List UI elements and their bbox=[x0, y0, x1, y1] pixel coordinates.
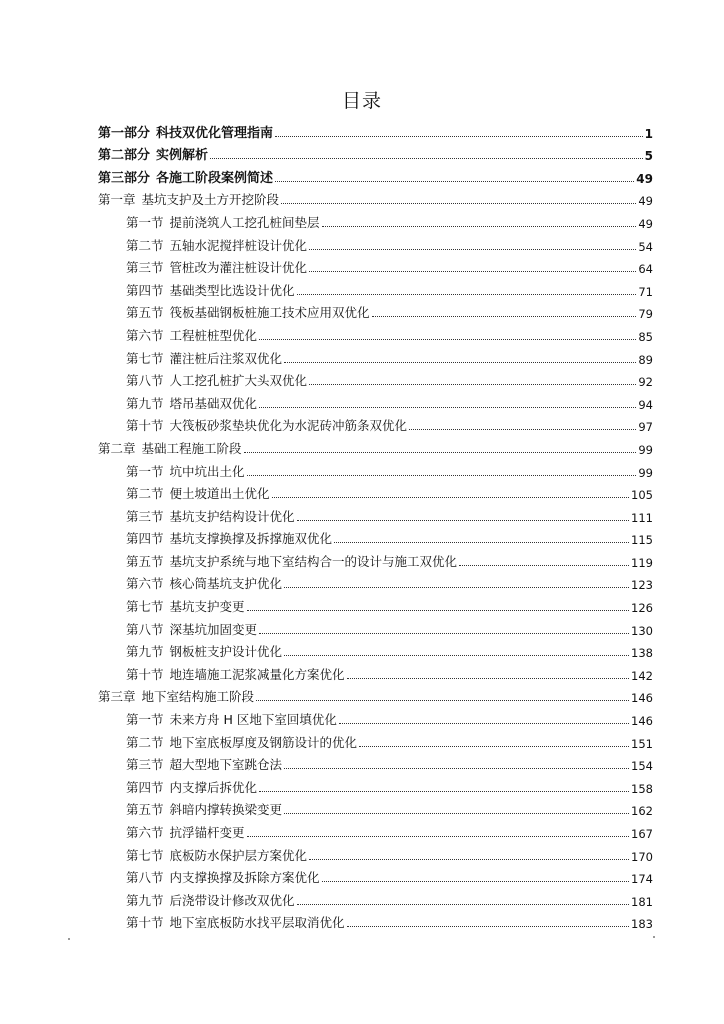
dot-leader bbox=[275, 136, 643, 137]
dot-leader bbox=[247, 836, 630, 837]
dot-leader bbox=[347, 926, 630, 927]
toc-entry-title: 坑中坑出土化 bbox=[169, 463, 245, 479]
toc-entry-page-number: 99 bbox=[638, 465, 653, 480]
toc-entry-number: 第一节 bbox=[126, 214, 164, 230]
toc-entry-number: 第二章 bbox=[98, 440, 136, 456]
toc-entry-page-number: 97 bbox=[638, 420, 653, 435]
toc-entry-page-number: 154 bbox=[631, 759, 653, 774]
table-of-contents bbox=[98, 118, 653, 931]
toc-entry-page-number: 126 bbox=[631, 601, 653, 616]
toc-entry-title: 后浇带设计修改双优化 bbox=[169, 892, 295, 908]
toc-entry-section[interactable] bbox=[98, 547, 653, 570]
toc-entry-section[interactable] bbox=[98, 592, 653, 615]
toc-entry-page-number: 54 bbox=[638, 239, 653, 254]
dot-leader bbox=[272, 497, 630, 498]
toc-entry-page-number: 151 bbox=[631, 736, 653, 751]
toc-entry-number: 第四节 bbox=[126, 282, 164, 298]
toc-entry-number: 第八节 bbox=[126, 870, 164, 886]
toc-entry-part[interactable] bbox=[98, 118, 653, 141]
toc-entry-section[interactable] bbox=[98, 751, 653, 774]
toc-entry-page-number: 89 bbox=[638, 352, 653, 367]
toc-entry-section[interactable] bbox=[98, 276, 653, 299]
toc-entry-page-number: 79 bbox=[638, 307, 653, 322]
toc-entry-title: 大筏板砂浆垫块优化为水泥砖冲筋条双优化 bbox=[169, 418, 408, 434]
dot-leader bbox=[339, 723, 629, 724]
toc-entry-section[interactable] bbox=[98, 412, 653, 435]
toc-entry-page-number: 94 bbox=[638, 397, 653, 412]
toc-entry-title: 科技双优化管理指南 bbox=[156, 125, 274, 141]
scan-speck bbox=[68, 938, 70, 940]
toc-entry-number: 第五节 bbox=[126, 553, 164, 569]
dot-leader bbox=[322, 881, 630, 882]
toc-entry-section[interactable] bbox=[98, 208, 653, 231]
toc-entry-chapter[interactable] bbox=[98, 186, 653, 209]
dot-leader bbox=[297, 520, 630, 521]
toc-entry-title: 工程桩桩型优化 bbox=[169, 327, 258, 343]
toc-entry-number: 第六节 bbox=[126, 825, 164, 840]
toc-entry-title: 人工挖孔桩扩大头双优化 bbox=[169, 373, 308, 389]
toc-entry-title: 基坑支撑换撑及拆撑施双优化 bbox=[169, 531, 333, 547]
toc-entry-number: 第十节 bbox=[126, 915, 164, 931]
toc-entry-page-number: 130 bbox=[631, 623, 653, 638]
toc-entry-section[interactable] bbox=[98, 480, 653, 503]
toc-entry-number: 第四节 bbox=[126, 531, 164, 547]
toc-entry-number: 第六节 bbox=[126, 327, 164, 343]
toc-entry-number: 第七节 bbox=[126, 847, 164, 863]
toc-entry-section[interactable] bbox=[98, 796, 653, 819]
toc-entry-section[interactable] bbox=[98, 299, 653, 322]
toc-entry-section[interactable] bbox=[98, 321, 653, 344]
toc-entry-title: 基础工程施工阶段 bbox=[141, 440, 242, 456]
toc-entry-page-number: 71 bbox=[638, 284, 653, 299]
toc-entry-number: 第一部分 bbox=[98, 125, 151, 141]
toc-entry-title: 内支撑换撑及拆除方案优化 bbox=[169, 870, 320, 886]
toc-entry-number: 第五节 bbox=[126, 305, 164, 321]
dot-leader bbox=[281, 203, 636, 204]
toc-entry-section[interactable] bbox=[98, 254, 653, 277]
dot-leader bbox=[347, 678, 630, 679]
toc-entry-page-number: 92 bbox=[638, 375, 653, 390]
toc-entry-page-number: 105 bbox=[631, 488, 653, 503]
toc-entry-number: 第一节 bbox=[126, 463, 164, 479]
toc-entry-page-number: 167 bbox=[631, 827, 653, 841]
toc-entry-page-number: 49 bbox=[638, 216, 653, 231]
toc-entry-section[interactable] bbox=[98, 344, 653, 367]
dot-leader bbox=[284, 768, 629, 769]
dot-leader bbox=[210, 158, 643, 159]
toc-entry-page-number: 181 bbox=[631, 894, 653, 909]
toc-entry-title: 便土坡道出土优化 bbox=[169, 486, 270, 502]
dot-leader bbox=[247, 475, 637, 476]
toc-entry-page-number: 146 bbox=[631, 691, 653, 706]
toc-entry-section[interactable] bbox=[98, 389, 653, 412]
toc-entry-title: 抗浮锚杆变更 bbox=[169, 825, 245, 840]
dot-leader bbox=[309, 859, 629, 860]
toc-entry-number: 第九节 bbox=[126, 892, 164, 908]
dot-leader bbox=[297, 904, 630, 905]
dot-leader bbox=[409, 429, 636, 430]
toc-entry-section[interactable] bbox=[98, 818, 653, 841]
toc-entry-title: 基坑支护结构设计优化 bbox=[169, 508, 295, 524]
toc-entry-section[interactable] bbox=[98, 705, 653, 728]
toc-entry-title: 灌注桩后注浆双优化 bbox=[169, 350, 283, 366]
toc-entry-number: 第九节 bbox=[126, 644, 164, 660]
toc-entry-number: 第二节 bbox=[126, 237, 164, 253]
toc-entry-title: 钢板桩支护设计优化 bbox=[169, 644, 283, 660]
toc-entry-page-number: 99 bbox=[638, 442, 653, 457]
toc-entry-section[interactable] bbox=[98, 660, 653, 683]
page-title: 目录 bbox=[341, 90, 382, 112]
toc-entry-page-number: 170 bbox=[631, 849, 653, 864]
toc-entry-number: 第十节 bbox=[126, 666, 164, 682]
dot-leader bbox=[322, 226, 637, 227]
toc-entry-page-number: 49 bbox=[636, 171, 653, 186]
toc-entry-page-number: 1 bbox=[644, 126, 653, 141]
dot-leader bbox=[259, 791, 629, 792]
scan-speck bbox=[653, 936, 655, 938]
toc-entry-page-number: 85 bbox=[638, 329, 653, 344]
toc-entry-page-number: 146 bbox=[631, 714, 653, 729]
toc-entry-number: 第十节 bbox=[126, 418, 164, 434]
toc-entry-title: 五轴水泥搅拌桩设计优化 bbox=[169, 237, 308, 253]
toc-entry-section[interactable] bbox=[98, 615, 653, 638]
toc-entry-page-number: 123 bbox=[631, 578, 653, 593]
toc-entry-section[interactable] bbox=[98, 231, 653, 254]
toc-entry-title: 基坑支护及土方开挖阶段 bbox=[141, 192, 280, 208]
toc-entry-section[interactable] bbox=[98, 457, 653, 480]
toc-entry-section[interactable] bbox=[98, 502, 653, 525]
toc-entry-section[interactable] bbox=[98, 367, 653, 390]
toc-entry-number: 第二节 bbox=[126, 734, 164, 750]
toc-entry-page-number: 119 bbox=[631, 555, 653, 570]
toc-entry-title: 基坑支护变更 bbox=[169, 599, 245, 615]
toc-entry-section[interactable] bbox=[98, 886, 653, 909]
toc-entry-number: 第一节 bbox=[126, 712, 164, 728]
toc-entry-title: 地下室结构施工阶段 bbox=[141, 689, 255, 705]
toc-entry-chapter[interactable] bbox=[98, 434, 653, 457]
toc-entry-title: 地下室底板防水找平层取消优化 bbox=[169, 915, 345, 931]
toc-entry-number: 第一章 bbox=[98, 192, 136, 208]
toc-entry-number: 第三章 bbox=[98, 689, 136, 705]
dot-leader bbox=[359, 746, 629, 747]
toc-entry-title: 实例解析 bbox=[156, 148, 209, 164]
toc-entry-section[interactable] bbox=[98, 773, 653, 796]
dot-leader bbox=[372, 316, 637, 317]
toc-entry-title: 地连墙施工泥浆减量化方案优化 bbox=[169, 666, 345, 682]
toc-entry-number: 第五节 bbox=[126, 802, 164, 818]
toc-entry-section[interactable] bbox=[98, 728, 653, 751]
toc-entry-number: 第六节 bbox=[126, 576, 164, 592]
dot-leader bbox=[247, 610, 630, 611]
toc-entry-section[interactable] bbox=[98, 841, 653, 864]
dot-leader bbox=[309, 271, 636, 272]
toc-entry-title: 深基坑加固变更 bbox=[169, 621, 258, 637]
toc-entry-title: 提前浇筑人工挖孔桩间垫层 bbox=[169, 214, 320, 230]
toc-entry-number: 第九节 bbox=[126, 395, 164, 411]
toc-entry-title: 塔吊基础双优化 bbox=[169, 395, 258, 411]
toc-entry-number: 第三节 bbox=[126, 757, 164, 773]
dot-leader bbox=[244, 452, 637, 453]
toc-entry-section[interactable] bbox=[98, 864, 653, 887]
toc-entry-title: 底板防水保护层方案优化 bbox=[169, 847, 308, 863]
toc-entry-page-number: 158 bbox=[631, 781, 653, 796]
toc-entry-number: 第三节 bbox=[126, 260, 164, 276]
toc-entry-number: 第二节 bbox=[126, 486, 164, 502]
toc-entry-page-number: 115 bbox=[631, 533, 653, 548]
toc-entry-number: 第七节 bbox=[126, 350, 164, 366]
toc-entry-part[interactable] bbox=[98, 141, 653, 164]
dot-leader bbox=[297, 294, 637, 295]
toc-entry-title: 管桩改为灌注桩设计优化 bbox=[169, 260, 308, 276]
toc-entry-page-number: 64 bbox=[638, 262, 653, 277]
dot-leader bbox=[256, 700, 629, 701]
dot-leader bbox=[309, 384, 636, 385]
toc-entry-number: 第七节 bbox=[126, 599, 164, 615]
toc-entry-page-number: 138 bbox=[631, 646, 653, 661]
toc-entry-title: 核心筒基坑支护优化 bbox=[169, 576, 283, 592]
toc-entry-page-number: 142 bbox=[631, 668, 653, 683]
toc-entry-title: 筏板基础钢板桩施工技术应用双优化 bbox=[169, 305, 370, 321]
toc-entry-title: 基坑支护系统与地下室结构合一的设计与施工双优化 bbox=[169, 553, 458, 569]
toc-entry-page-number: 162 bbox=[631, 804, 653, 819]
toc-entry-section[interactable] bbox=[98, 909, 653, 932]
dot-leader bbox=[259, 339, 636, 340]
toc-entry-title: 斜暗内撑转换梁变更 bbox=[169, 802, 283, 818]
toc-entry-number: 第二部分 bbox=[98, 148, 151, 164]
toc-entry-title: 内支撑后拆优化 bbox=[169, 779, 258, 795]
toc-entry-part[interactable] bbox=[98, 163, 653, 186]
toc-entry-page-number: 183 bbox=[631, 917, 653, 932]
dot-leader bbox=[275, 181, 634, 182]
toc-entry-title: 各施工阶段案例简述 bbox=[156, 170, 274, 186]
dot-leader bbox=[284, 587, 629, 588]
dot-leader bbox=[459, 565, 629, 566]
toc-entry-section[interactable] bbox=[98, 638, 653, 661]
dot-leader bbox=[284, 655, 629, 656]
toc-entry-title: 地下室底板厚度及钢筋设计的优化 bbox=[169, 734, 358, 750]
toc-entry-title: 未来方舟 H 区地下室回填优化 bbox=[169, 712, 337, 728]
toc-entry-page-number: 111 bbox=[631, 510, 653, 525]
toc-entry-page-number: 49 bbox=[638, 194, 653, 209]
toc-entry-title: 超大型地下室跳仓法 bbox=[169, 757, 283, 773]
dot-leader bbox=[284, 813, 629, 814]
dot-leader bbox=[309, 249, 636, 250]
toc-entry-number: 第三部分 bbox=[98, 170, 151, 186]
toc-entry-title: 基础类型比选设计优化 bbox=[169, 282, 295, 298]
toc-entry-page-number: 174 bbox=[631, 872, 653, 887]
dot-leader bbox=[259, 407, 636, 408]
toc-entry-chapter[interactable] bbox=[98, 683, 653, 706]
toc-entry-section[interactable] bbox=[98, 525, 653, 548]
dot-leader bbox=[284, 362, 636, 363]
toc-entry-number: 第八节 bbox=[126, 621, 164, 637]
toc-entry-number: 第八节 bbox=[126, 373, 164, 389]
toc-entry-section[interactable] bbox=[98, 570, 653, 593]
toc-entry-number: 第四节 bbox=[126, 779, 164, 795]
toc-entry-number: 第三节 bbox=[126, 508, 164, 524]
dot-leader bbox=[259, 633, 629, 634]
dot-leader bbox=[334, 542, 629, 543]
toc-entry-page-number: 5 bbox=[644, 149, 653, 164]
